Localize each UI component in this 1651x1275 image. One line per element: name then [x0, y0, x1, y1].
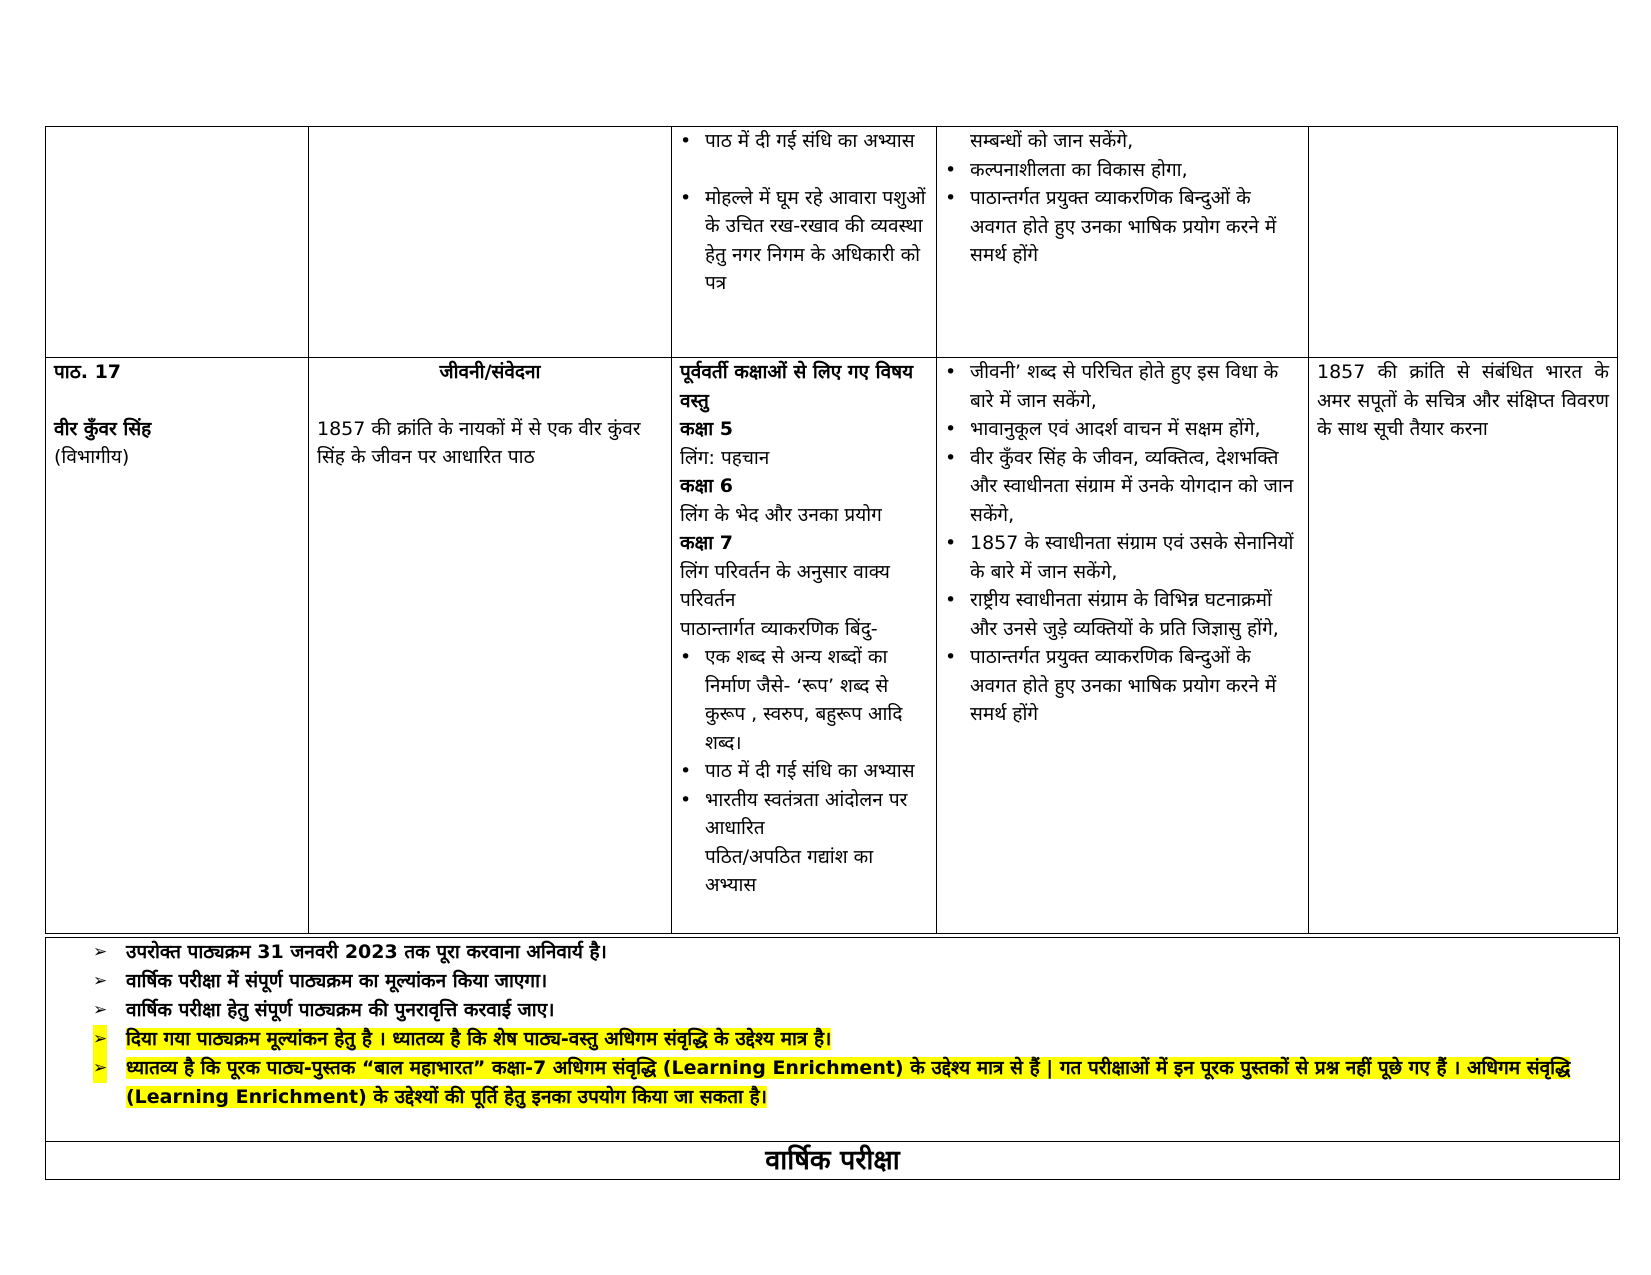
list-item: • पाठान्तर्गत प्रयुक्त व्याकरणिक बिन्दुओं के अवगत होते हुए उनका भाषिक प्रयोग करने में समर्थ होंगे — [970, 184, 1300, 270]
list-item: • मोहल्ले में घूम रहे आवारा पशुओं के उचित रख-रखाव की व्यवस्था हेतु नगर निगम के अधिकारी को पत्र — [705, 184, 928, 298]
row1-outcomes-list — [945, 156, 1300, 270]
genre-label: जीवनी/संवेदना — [439, 361, 541, 383]
table-row — [46, 358, 1618, 934]
note-item — [93, 938, 1619, 967]
highlighted-note-text: ध्यातव्य है कि पूरक पाठ्य-पुस्तक “बाल महाभारत” कक्षा-7 अधिगम संवृद्धि (Learning Enrichment) के उद्देश्य मात्र से हैं | गत परीक्षाओं में इन पूरक पुस्तकों से प्रश्न नहीं पूछे गए हैं । अधिगम संवृद्धि (Learning Enrichment) के उद्देश्यों की पूर्ति हेतु इनका उपयोग किया जा सकता है। — [126, 1057, 1571, 1108]
class6-text: लिंग के भेद और उनका प्रयोग — [680, 503, 882, 526]
syllabus-table — [45, 126, 1618, 934]
list-item: • पाठ में दी गई संधि का अभ्यास — [705, 757, 928, 786]
row1-activity-cell — [1309, 127, 1618, 358]
arrow-bullet-icon: ➢ — [93, 942, 108, 962]
grammar-list — [680, 643, 928, 843]
list-item: • वीर कुँवर सिंह के जीवन, व्यक्तित्व, देशभक्ति और स्वाधीनता संग्राम में उनके योगदान को जान सकेंगे, — [970, 444, 1300, 530]
class6-label: कक्षा 6 — [680, 475, 733, 497]
row1-genre-cell — [309, 127, 672, 358]
class5-label: कक्षा 5 — [680, 418, 733, 440]
list-item: • पाठ में दी गई संधि का अभ्यास — [705, 127, 928, 156]
note-item — [93, 1054, 1619, 1112]
list-item: • 1857 के स्वाधीनता संग्राम एवं उसके सेनानियों के बारे में जान सकेंगे, — [970, 529, 1300, 586]
arrow-bullet-icon: ➢ — [93, 1054, 107, 1083]
table-row — [46, 127, 1618, 358]
note-item — [93, 996, 1619, 1025]
list-item: • भावानुकूल एवं आदर्श वाचन में सक्षम होंगे, — [970, 415, 1300, 444]
row1-content-list — [680, 127, 928, 298]
list-item: • एक शब्द से अन्य शब्दों का निर्माण जैसे- ‘रूप’ शब्द से कुरूप , स्वरुप, बहुरूप आदि शब्द। — [705, 643, 928, 757]
arrow-bullet-icon: ➢ — [93, 1025, 107, 1054]
row1-lesson-cell — [46, 127, 309, 358]
class7-text: लिंग परिवर्तन के अनुसार वाक्य परिवर्तन — [680, 560, 890, 611]
notes-list — [46, 938, 1619, 1112]
grammar-heading: पाठान्तार्गत व्याकरणिक बिंदु- — [680, 617, 878, 640]
grammar-tail: पठित/अपठित गद्यांश का अभ्यास — [705, 845, 874, 896]
lesson-note: (विभागीय) — [54, 446, 130, 468]
row1-content-cell — [672, 127, 937, 358]
note-text: वार्षिक परीक्षा हेतु संपूर्ण पाठ्यक्रम की पुनरावृत्ति करवाई जाए। — [126, 999, 555, 1021]
activity-cell — [1309, 358, 1618, 934]
outcomes-cell — [937, 358, 1309, 934]
class7-label: कक्षा 7 — [680, 532, 733, 554]
arrow-bullet-icon: ➢ — [93, 1000, 108, 1020]
note-text: उपरोक्त पाठ्यक्रम 31 जनवरी 2023 तक पूरा करवाना अनिवार्य है। — [126, 941, 607, 963]
note-item — [93, 1025, 1619, 1054]
note-text: वार्षिक परीक्षा में संपूर्ण पाठ्यक्रम का मूल्यांकन किया जाएगा। — [126, 970, 548, 992]
highlighted-note-text: दिया गया पाठ्यक्रम मूल्यांकन हेतु है । ध्यातव्य है कि शेष पाठ्य-वस्तु अधिगम संवृद्धि के उद्देश्य मात्र है। — [126, 1028, 832, 1050]
list-item: • जीवनी’ शब्द से परिचित होते हुए इस विधा के बारे में जान सकेंगे, — [970, 358, 1300, 415]
lesson-title: वीर कुँवर सिंह — [54, 417, 152, 440]
genre-cell — [309, 358, 672, 934]
activity-text: 1857 की क्रांति से संबंधित भारत के अमर सपूतों के सचित्र और संक्षिप्त विवरण के साथ सूची तैयार करना — [1317, 361, 1609, 440]
list-item: • राष्ट्रीय स्वाधीनता संग्राम के विभिन्न घटनाक्रमों और उनसे जुड़े व्यक्तियों के प्रति जिज्ञासु होंगे, — [970, 586, 1300, 643]
list-item: • कल्पनाशीलता का विकास होगा, — [970, 156, 1300, 185]
lesson-cell — [46, 358, 309, 934]
list-item: • भारतीय स्वतंत्रता आंदोलन पर आधारित — [705, 786, 928, 843]
lesson-description: 1857 की क्रांति के नायकों में से एक वीर कुंवर सिंह के जीवन पर आधारित पाठ — [317, 417, 641, 468]
footer-heading-box — [45, 1141, 1620, 1180]
outcome-continuation: सम्बन्धों को जान सकेंगे, — [970, 130, 1134, 152]
outcomes-list — [945, 358, 1300, 729]
footer-heading: वार्षिक परीक्षा — [765, 1145, 900, 1176]
arrow-bullet-icon: ➢ — [93, 971, 108, 991]
class5-text: लिंग: पहचान — [680, 446, 770, 469]
notes-box — [45, 937, 1620, 1142]
list-item: • पाठान्तर्गत प्रयुक्त व्याकरणिक बिन्दुओं के अवगत होते हुए उनका भाषिक प्रयोग करने में समर्थ होंगे — [970, 643, 1300, 729]
note-item — [93, 967, 1619, 996]
row1-outcomes-cell — [937, 127, 1309, 358]
content-cell — [672, 358, 937, 934]
prev-classes-heading: पूर्ववर्ती कक्षाओं से लिए गए विषय वस्तु — [680, 361, 914, 412]
lesson-number: पाठ. 17 — [54, 361, 122, 383]
